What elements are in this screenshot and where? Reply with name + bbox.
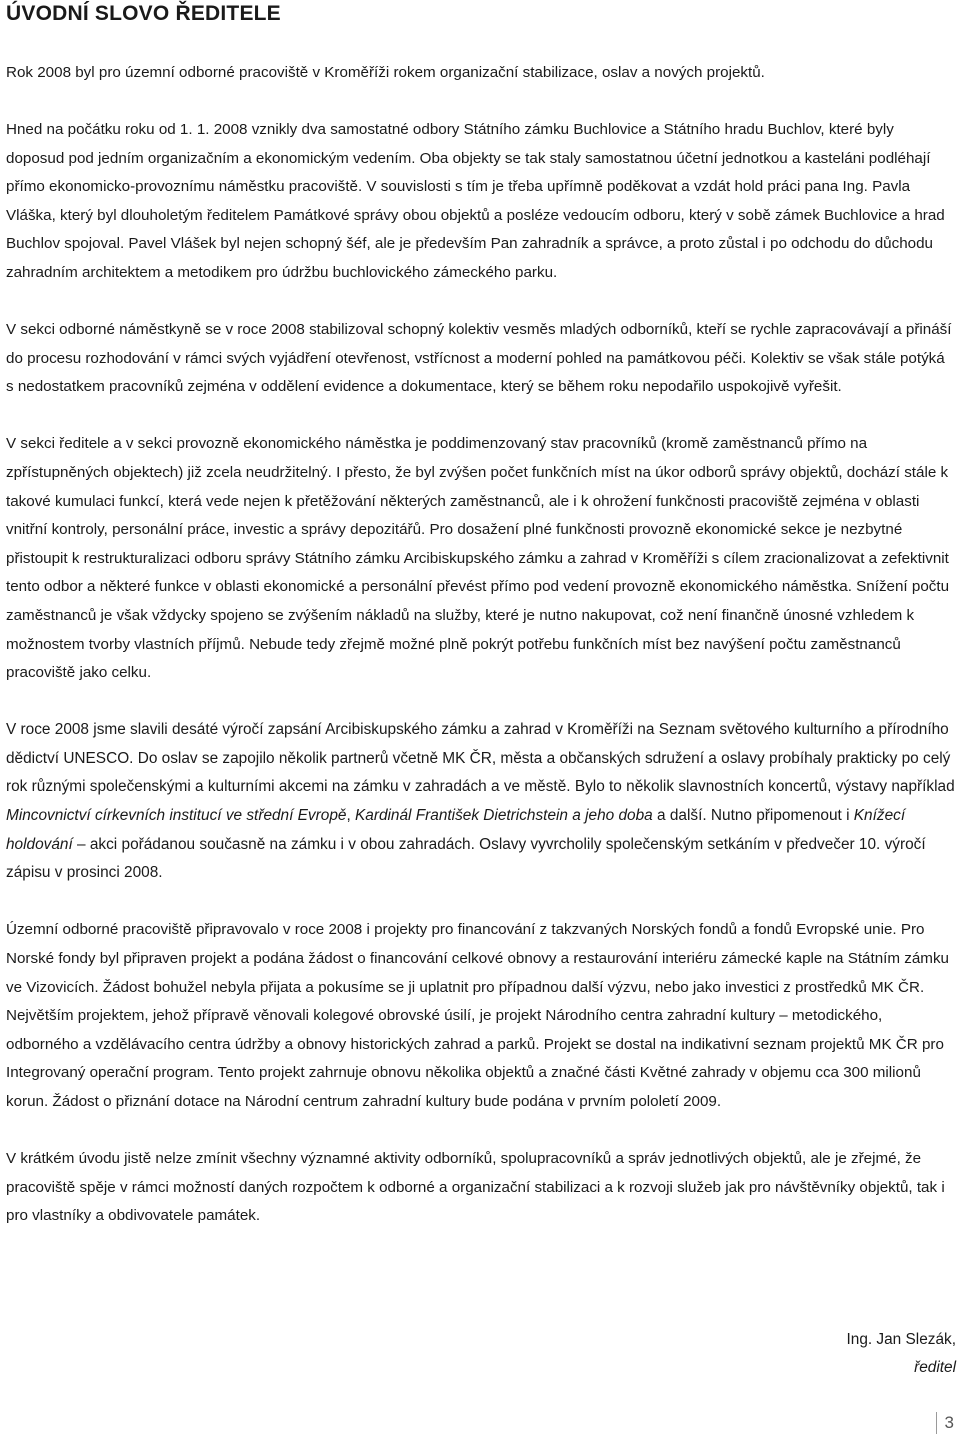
paragraph-projekty: Územní odborné pracoviště připravovalo v roce 2008 i projekty pro financování z takzvaných Norských fondů a fondů Evropské unie. Pro Norské fondy byl připraven projekt a podána žádost o financování celkové obnovy a restaurování interiéru zámecké kaple na Státním zámku ve Vizovicích. Žádost bohužel nebyla přijata a pokusíme se ji uplatnit pro případnou další výzvu, nebo jako investici z prostředků MK ČR. Největším projektem, jehož přípravě věnovali kolegové obrovské úsilí, je projekt Národního centra zahradní kultury – metodického, odborného a vzdělávacího centra údržby a obnovy historických zahrad a parků. Projekt se dostal na indikativní seznam projektů MK ČR pro Integrovaný operační program. Tento projekt zahrnuje obnovu několika objektů a značné části Květné zahrady v objemu cca 300 milionů korun. Žádost o přiznání dotace na Národní centrum zahradní kultury bude podána v prvním pololetí 2009.	[6, 921, 949, 1110]
page-number	[936, 1412, 954, 1434]
paragraph-unesco-text-d: – akci pořádanou současně na zámku i v obou zahradách. Oslavy vyvrcholily společenským setkáním v předvečer 10. výročí zápisu v prosinci 2008.	[6, 835, 926, 882]
paragraph-buchlovice: Hned na počátku roku od 1. 1. 2008 vznikly dva samostatné odbory Státního zámku Buchlovice a Státního hradu Buchlov, které byly doposud pod jedním organizačním a ekonomickým vedením. Oba objekty se tak staly samostatnou účetní jednotkou a kasteláni podléhají přímo ekonomicko-provoznímu náměstku pracoviště. V souvislosti s tím je třeba upřímně poděkovat a vzdát hold práci pana Ing. Pavla Vláška, který byl dlouholetým ředitelem Památkové správy obou objektů a posléze vedoucím odboru, který v sobě zámek Buchlovice a hrad Buchlov spojoval. Pavel Vlášek byl nejen schopný šéf, ale je především Pan zahradník a správce, a proto zůstal i po odchodu do důchodu zahradním architektem a metodikem pro údržbu buchlovického zámeckého parku.	[6, 121, 945, 282]
paragraph-unesco-text-b: ,	[346, 807, 355, 825]
paragraph-unesco-text-c: a další. Nutno připomenout i	[652, 807, 854, 825]
signature-role: ředitel	[914, 1359, 956, 1376]
document-page	[6, 0, 956, 1259]
page-number-value: 3	[944, 1413, 954, 1432]
paragraph-odborna-sekce: V sekci odborné náměstkyně se v roce 2008 stabilizoval schopný kolektiv vesměs mladých odborníků, kteří se rychle zapracovávají a přináší do procesu rozhodování v rámci svých vyjádření otevřenost, vstřícnost a moderní pohled na památkovou péči. Kolektiv se však stále potýká s nedostatkem pracovníků zejména v oddělení evidence a dokumentace, který se během roku nepodařilo uspokojivě vyřešit.	[6, 321, 952, 396]
exhibition-title-mincovnictvi: Mincovnictví církevních institucí ve střední Evropě	[6, 807, 347, 825]
signature-block	[846, 1326, 956, 1382]
exhibition-title-dietrichstein: Kardinál František Dietrichstein a jeho doba	[355, 807, 653, 825]
paragraph-sekce-reditele: V sekci ředitele a v sekci provozně ekonomického náměstka je poddimenzovaný stav pracovníků (kromě zaměstnanců přímo na zpřístupněných objektech) již zcela neudržitelný. I přesto, že byl zvýšen počet funkčních míst na úkor odborů správy objektů, dochází stále k takové kumulaci funkcí, která vede nejen k přetěžování některých zaměstnanců, ale i k ohrožení funkčnosti pracoviště zejména v oblasti vnitřní kontroly, personální práce, investic a správy depozitářů. Pro dosažení plné funkčnosti provozně ekonomické sekce je nezbytné přistoupit k restrukturalizaci odboru správy Státního zámku Arcibiskupského zámku a zahrad v Kroměříži s cílem zracionalizovat a zefektivnit tento odbor a některé funkce v oblasti ekonomické a personální převést přímo pod vedení provozně ekonomického náměstka. Snížení počtu zaměstnanců je však vždycky spojeno se zvýšením nákladů na služby, které je nutno nakupovat, což není finančně únosné vzhledem k možnostem tvorby vlastních příjmů. Nebude tedy zřejmě možné plně pokrýt potřebu funkčních míst bez navýšení počtu zaměstnanců pracoviště jako celku.	[6, 435, 950, 682]
paragraph-zaver: V krátkém úvodu jistě nelze zmínit všechny významné aktivity odborníků, spolupracovníků a správ jednotlivých objektů, ale je zřejmé, že pracoviště spěje v rámci možností daných rozpočtem k odborné a organizační stabilizaci a k rozvoji služeb jak pro návštěvníky objektů, tak i pro vlastníky a obdivovatele památek.	[6, 1150, 945, 1225]
signature-name: Ing. Jan Slezák,	[846, 1331, 956, 1348]
page-number-divider	[936, 1412, 937, 1434]
page-title: ÚVODNÍ SLOVO ŘEDITELE	[6, 2, 281, 25]
paragraph-unesco-text-a: V roce 2008 jsme slavili desáté výročí zapsání Arcibiskupského zámku a zahrad v Kroměříži na Seznam světového kulturního a přírodního dědictví UNESCO. Do oslav se zapojilo několik partnerů včetně MK ČR, města a občanských sdružení a oslavy probíhaly prakticky po celý rok různými společenskými a kulturními akcemi na zámku v zahradách a ve městě. Bylo to několik slavnostních koncertů, výstavy například	[6, 721, 955, 796]
event-title-holdovani: Knížecí holdování	[6, 807, 906, 853]
body-text	[6, 59, 956, 1231]
paragraph-intro: Rok 2008 byl pro územní odborné pracoviště v Kroměříži rokem organizační stabilizace, oslav a nových projektů.	[6, 64, 765, 81]
paragraph-unesco	[6, 716, 956, 888]
